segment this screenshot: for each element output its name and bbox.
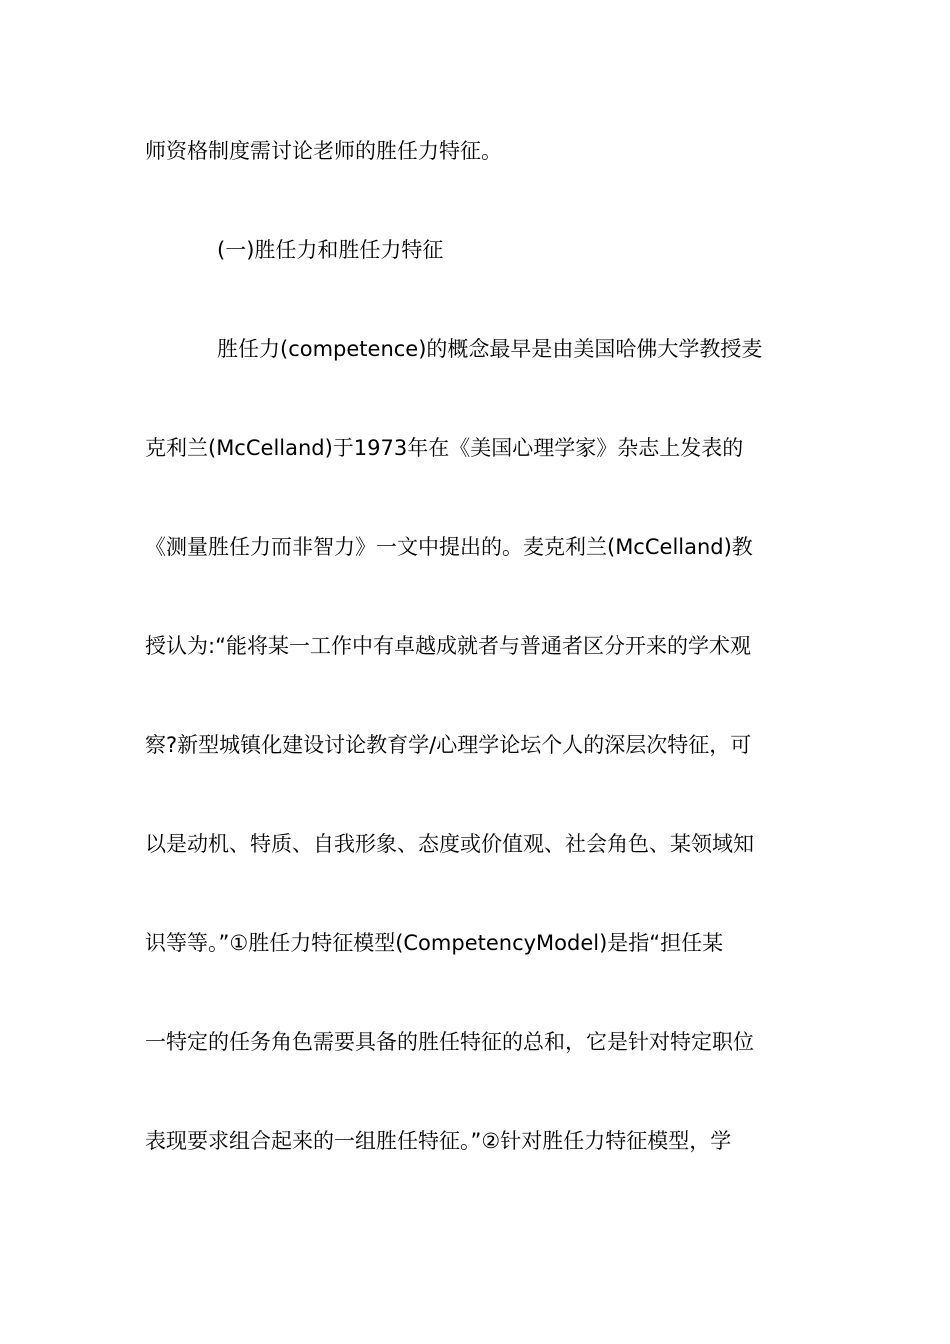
paragraph-line: 察?新型城镇化建设讨论教育学/心理学论坛个人的深层次特征，可 (145, 733, 752, 757)
paragraph-line: 一特定的任务角色需要具备的胜任特征的总和，它是针对特定职位 (145, 1030, 754, 1054)
paragraph-line: 克利兰(McCelland)于1973年在《美国心理学家》杂志上发表的 (145, 436, 744, 460)
body-text (145, 128, 815, 1217)
section-heading: (一)胜任力和胜任力特征 (217, 238, 444, 262)
paragraph-line: 表现要求组合起来的一组胜任特征。”②针对胜任力特征模型，学 (145, 1129, 732, 1153)
paragraph-line: 《测量胜任力而非智力》一文中提出的。麦克利兰(McCelland)教 (145, 535, 753, 559)
paragraph-line: 以是动机、特质、自我形象、态度或价值观、社会角色、某领域知 (145, 832, 754, 856)
paragraph-line: 师资格制度需讨论老师的胜任力特征。 (145, 139, 502, 163)
paragraph-line: 胜任力(competence)的概念最早是由美国哈佛大学教授麦 (217, 337, 763, 361)
paragraph-line: 识等等。”①胜任力特征模型(CompetencyModel)是指“担任某 (145, 931, 724, 955)
paragraph-line: 授认为:“能将某一工作中有卓越成就者与普通者区分开来的学术观 (145, 634, 751, 658)
